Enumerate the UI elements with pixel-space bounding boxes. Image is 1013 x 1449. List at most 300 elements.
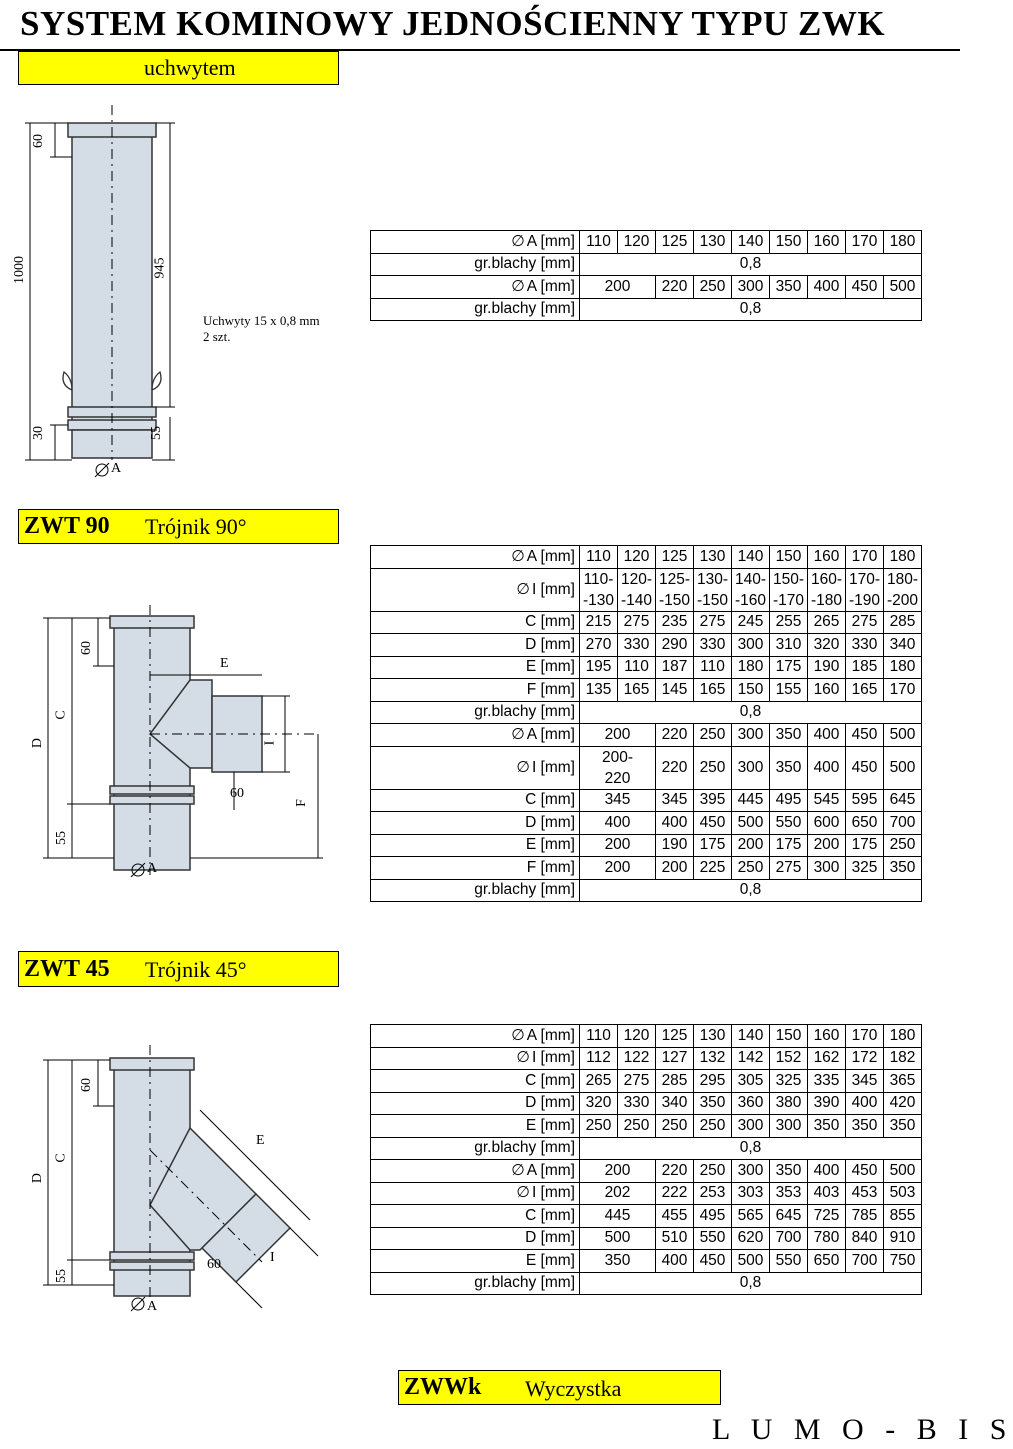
table-cell: 285 [884,611,922,634]
table-row [371,789,922,812]
table-cell: 220 [656,276,694,299]
table-cell: 145 [656,679,694,702]
table-cell-span: 0,8 [580,701,922,724]
table-cell: 180- -200 [884,568,922,611]
table-row [371,611,922,634]
table-cell: 200- 220 [580,746,656,789]
row-label: gr.blachy [mm] [371,1137,580,1160]
dim-bottom-left: 30 [31,426,46,440]
table-cell: 275 [618,1070,656,1093]
table-cell: 700 [846,1250,884,1273]
table-cell: 250 [694,1115,732,1138]
row-label: E [mm] [371,1250,580,1273]
table-cell: 320 [808,634,846,657]
table-cell: 400 [656,812,694,835]
table-cell: 345 [580,789,656,812]
table-cell-span: 0,8 [580,1137,922,1160]
table-cell: 305 [732,1070,770,1093]
table-cell: 125- -150 [656,568,694,611]
table-cell: 453 [846,1182,884,1205]
table-row [371,1227,922,1250]
table-cell: 595 [846,789,884,812]
table-cell: 403 [808,1182,846,1205]
table-cell: 110 [580,231,618,254]
table-cell: 780 [808,1227,846,1250]
table-cell: 420 [884,1092,922,1115]
table-cell: 140 [732,231,770,254]
table-cell: 340 [656,1092,694,1115]
dim-e: E [256,1133,265,1148]
table-cell: 170- -190 [846,568,884,611]
table-row [371,1047,922,1070]
row-label [371,1182,580,1205]
table-cell: 162 [808,1047,846,1070]
table-cell: 125 [656,1025,694,1048]
row-label-text: I [mm] [531,758,575,776]
product-name: Trójnik 45° [145,957,247,982]
dim-d: D [30,737,46,749]
table-cell: 120 [618,231,656,254]
table-cell: 160 [808,679,846,702]
table-cell: 275 [770,857,808,880]
table-cell: 180 [884,1025,922,1048]
table-cell: 245 [732,611,770,634]
table-cell: 620 [732,1227,770,1250]
table-cell: 150 [770,231,808,254]
table-cell: 785 [846,1205,884,1228]
table-cell: 495 [694,1205,732,1228]
dim-c: C [53,1153,69,1163]
table-cell: 135 [580,679,618,702]
table-cell-span: 0,8 [580,298,922,321]
table-cell: 320 [580,1092,618,1115]
table-row [371,701,922,724]
table-cell: 300 [732,724,770,747]
dim-bottom: 55 [54,1269,69,1283]
table-cell: 380 [770,1092,808,1115]
table-cell: 565 [732,1205,770,1228]
table-row [371,1137,922,1160]
table-cell: 165 [694,679,732,702]
table-cell: 300 [770,1115,808,1138]
table-cell: 840 [846,1227,884,1250]
row-label: gr.blachy [mm] [371,879,580,902]
table-cell: 250 [618,1115,656,1138]
table-cell: 365 [884,1070,922,1093]
dim-bottom: 55 [54,831,69,845]
table-cell: 122 [618,1047,656,1070]
table-row [371,834,922,857]
table-cell: 650 [846,812,884,835]
table-cell: 222 [656,1182,694,1205]
table-cell: 275 [846,611,884,634]
table-cell: 225 [694,857,732,880]
table-cell: 503 [884,1182,922,1205]
table-cell: 300 [732,276,770,299]
row-label: C [mm] [371,1070,580,1093]
table-cell: 160 [808,231,846,254]
row-label-text: I [mm] [531,1049,575,1067]
table-cell: 330 [846,634,884,657]
page-title: SYSTEM KOMINOWY JEDNOŚCIENNY TYPU ZWK [20,4,886,43]
table-row [371,724,922,747]
table-cell: 140 [732,546,770,569]
table-row [371,253,922,276]
table-row [371,1092,922,1115]
table-cell: 350 [884,1115,922,1138]
table-row [371,746,922,789]
table-cell: 300 [732,1115,770,1138]
table-cell: 165 [618,679,656,702]
table-cell: 725 [808,1205,846,1228]
table-cell: 175 [770,656,808,679]
table-cell: 350 [846,1115,884,1138]
section-label-zwt45 [18,951,339,987]
product-code: ZWT 90 [24,513,110,539]
table-cell: 200 [656,857,694,880]
row-label-text: A [mm] [526,725,575,743]
row-label-text: A [mm] [526,547,575,565]
row-label: E [mm] [371,656,580,679]
table-cell: 250 [694,724,732,747]
table-cell: 175 [694,834,732,857]
spec-table-uchwytem [370,230,922,321]
row-label [371,1160,580,1183]
table-cell: 350 [770,1160,808,1183]
row-label [371,1025,580,1048]
table-cell: 400 [808,724,846,747]
diameter-icon: ∅ [516,758,530,776]
section-label-zwwk [398,1370,721,1405]
table-cell: 182 [884,1047,922,1070]
product-name: Trójnik 90° [145,514,247,539]
table-cell-span: 0,8 [580,1272,922,1295]
row-label: F [mm] [371,679,580,702]
table-cell: 220 [656,1160,694,1183]
table-cell: 340 [884,634,922,657]
dim-branch: 60 [207,1257,221,1272]
table-cell: 300 [732,746,770,789]
row-label [371,746,580,789]
dim-body: 945 [152,257,168,279]
dim-diameter: A [111,461,122,476]
table-row [371,276,922,299]
table-cell: 500 [732,812,770,835]
note-line-2: 2 szt. [203,329,231,344]
table-cell: 550 [770,812,808,835]
table-cell: 220 [656,746,694,789]
row-label: F [mm] [371,857,580,880]
row-label: gr.blachy [mm] [371,1272,580,1295]
table-cell: 127 [656,1047,694,1070]
dim-c: C [53,710,69,720]
table-cell-span: 0,8 [580,253,922,276]
table-cell: 500 [884,1160,922,1183]
table-cell: 220 [656,724,694,747]
table-cell: 290 [656,634,694,657]
table-cell: 180 [884,546,922,569]
table-cell: 295 [694,1070,732,1093]
dim-i: I [262,740,278,746]
table-cell: 350 [770,746,808,789]
table-cell: 265 [580,1070,618,1093]
diameter-icon: ∅ [511,1026,525,1044]
table-cell: 200 [732,834,770,857]
table-cell: 215 [580,611,618,634]
table-cell: 550 [694,1227,732,1250]
table-cell: 170 [846,1025,884,1048]
row-label: D [mm] [371,1227,580,1250]
table-cell: 170 [846,546,884,569]
table-cell: 303 [732,1182,770,1205]
section-label-zwt90 [18,509,339,544]
row-label [371,1047,580,1070]
table-cell: 150 [770,1025,808,1048]
table-row [371,1115,922,1138]
table-cell: 110 [694,656,732,679]
table-cell: 450 [846,746,884,789]
table-cell: 250 [656,1115,694,1138]
table-cell: 265 [808,611,846,634]
table-row [371,1160,922,1183]
table-cell: 445 [732,789,770,812]
table-cell: 112 [580,1047,618,1070]
table-cell: 500 [732,1250,770,1273]
dim-top: 60 [79,641,94,655]
row-label: gr.blachy [mm] [371,298,580,321]
table-cell: 500 [884,276,922,299]
table-cell: 500 [580,1227,656,1250]
table-cell: 390 [808,1092,846,1115]
table-cell: 330 [694,634,732,657]
table-cell: 140- -160 [732,568,770,611]
section-label-uchwytem [18,51,339,85]
table-cell: 200 [580,724,656,747]
table-cell: 445 [580,1205,656,1228]
table-cell: 645 [884,789,922,812]
section-name: uchwytem [144,55,236,80]
table-cell: 160 [808,1025,846,1048]
table-cell: 185 [846,656,884,679]
table-cell: 450 [846,1160,884,1183]
table-cell: 250 [694,1160,732,1183]
table-cell: 150 [732,679,770,702]
table-row [371,568,922,611]
table-cell: 275 [618,611,656,634]
table-cell: 250 [694,746,732,789]
table-cell: 510 [656,1227,694,1250]
row-label [371,568,580,611]
diameter-icon: ∅ [516,1184,530,1202]
table-cell: 350 [884,857,922,880]
table-cell: 110 [580,1025,618,1048]
brand-logo: L U M O - B I S [712,1413,1013,1446]
table-cell: 120 [618,546,656,569]
table-cell: 450 [694,1250,732,1273]
table-cell: 250 [580,1115,618,1138]
table-cell: 335 [808,1070,846,1093]
row-label: C [mm] [371,611,580,634]
table-cell: 450 [694,812,732,835]
table-cell: 495 [770,789,808,812]
diameter-icon: ∅ [511,232,525,250]
table-cell: 400 [656,1250,694,1273]
table-row [371,634,922,657]
table-cell: 700 [770,1227,808,1250]
table-cell: 350 [770,724,808,747]
table-row [371,1205,922,1228]
table-cell: 300 [808,857,846,880]
table-cell: 910 [884,1227,922,1250]
pipe-drawing [0,95,200,490]
table-cell: 175 [770,834,808,857]
table-row [371,857,922,880]
table-cell: 330 [618,634,656,657]
table-cell: 400 [808,276,846,299]
table-cell: 400 [580,812,656,835]
table-cell: 325 [770,1070,808,1093]
table-cell: 150 [770,546,808,569]
table-cell: 500 [884,746,922,789]
diameter-icon: ∅ [511,547,525,565]
table-cell: 345 [656,789,694,812]
table-row [371,1025,922,1048]
dim-diameter: A [147,1299,158,1314]
dim-i: I [270,1250,275,1265]
table-row [371,1182,922,1205]
table-cell: 170 [884,679,922,702]
table-cell: 270 [580,634,618,657]
row-label-text: I [mm] [531,580,575,598]
table-cell: 125 [656,546,694,569]
table-cell: 330 [618,1092,656,1115]
table-cell: 165 [846,679,884,702]
table-cell: 500 [884,724,922,747]
dim-diameter: A [147,861,158,876]
row-label: gr.blachy [mm] [371,253,580,276]
table-cell: 180 [732,656,770,679]
row-label: gr.blachy [mm] [371,701,580,724]
table-cell: 130 [694,231,732,254]
table-cell: 120 [618,1025,656,1048]
row-label: E [mm] [371,834,580,857]
row-label: D [mm] [371,634,580,657]
table-cell: 350 [580,1250,656,1273]
table-cell: 300 [732,1160,770,1183]
row-label [371,724,580,747]
dim-total: 1000 [12,256,27,284]
product-code: ZWT 45 [24,956,110,982]
table-row [371,1250,922,1273]
table-cell: 250 [884,834,922,857]
table-cell: 325 [846,857,884,880]
table-cell: 855 [884,1205,922,1228]
dim-top: 60 [79,1078,94,1092]
table-cell: 160- -180 [808,568,846,611]
table-row [371,879,922,902]
table-cell: 200 [808,834,846,857]
table-cell: 175 [846,834,884,857]
table-cell: 187 [656,656,694,679]
table-cell: 200 [580,276,656,299]
table-cell: 110 [618,656,656,679]
table-cell: 275 [694,611,732,634]
note-line-1: Uchwyty 15 x 0,8 mm [203,313,320,328]
table-cell: 600 [808,812,846,835]
table-row [371,298,922,321]
table-cell: 310 [770,634,808,657]
spec-table-zwt90 [370,545,922,902]
table-cell: 395 [694,789,732,812]
table-cell: 132 [694,1047,732,1070]
table-cell: 152 [770,1047,808,1070]
table-cell: 285 [656,1070,694,1093]
table-cell: 180 [884,656,922,679]
row-label: C [mm] [371,1205,580,1228]
table-cell: 170 [846,231,884,254]
table-cell: 353 [770,1182,808,1205]
table-cell: 195 [580,656,618,679]
table-cell: 250 [694,276,732,299]
table-cell: 200 [580,1160,656,1183]
table-cell: 545 [808,789,846,812]
tee-90-drawing [0,600,340,890]
table-cell: 455 [656,1205,694,1228]
row-label-text: A [mm] [526,232,575,250]
table-cell: 190 [808,656,846,679]
diameter-icon: ∅ [516,1049,530,1067]
dim-bottom-right: 55 [149,426,164,440]
row-label-text: A [mm] [526,1026,575,1044]
table-cell: 130- -150 [694,568,732,611]
table-row [371,1272,922,1295]
diameter-icon: ∅ [511,725,525,743]
dim-branch: 60 [230,786,244,801]
table-cell: 110- -130 [580,568,618,611]
table-row [371,546,922,569]
table-cell: 130 [694,546,732,569]
table-cell: 172 [846,1047,884,1070]
table-row [371,1070,922,1093]
table-row [371,679,922,702]
table-cell: 550 [770,1250,808,1273]
table-cell: 350 [694,1092,732,1115]
table-cell: 130 [694,1025,732,1048]
table-cell: 345 [846,1070,884,1093]
table-cell-span: 0,8 [580,879,922,902]
table-cell: 300 [732,634,770,657]
product-code: ZWWk [404,1374,482,1400]
dim-f: F [293,799,309,807]
table-cell: 750 [884,1250,922,1273]
table-cell: 350 [770,276,808,299]
table-row [371,656,922,679]
table-cell: 202 [580,1182,656,1205]
table-cell: 180 [884,231,922,254]
table-cell: 400 [808,1160,846,1183]
table-cell: 120- -140 [618,568,656,611]
table-cell: 140 [732,1025,770,1048]
dim-e: E [220,656,229,671]
row-label-text: A [mm] [526,1161,575,1179]
table-cell: 160 [808,546,846,569]
row-label: E [mm] [371,1115,580,1138]
row-label-text: I [mm] [531,1184,575,1202]
table-row [371,231,922,254]
table-cell: 450 [846,276,884,299]
dim-d: D [30,1172,46,1184]
table-cell: 250 [732,857,770,880]
